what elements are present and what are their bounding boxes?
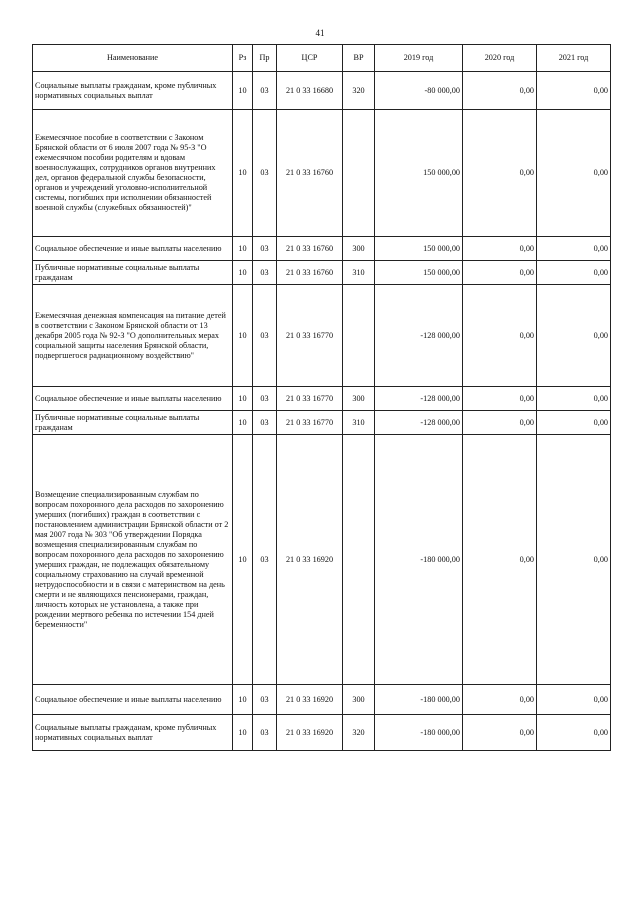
header-rz: Рз — [233, 45, 253, 72]
header-vr: ВР — [343, 45, 375, 72]
row-pr: 03 — [253, 110, 277, 237]
row-vr: 300 — [343, 237, 375, 261]
row-rz: 10 — [233, 261, 253, 285]
row-2020: 0,00 — [463, 261, 537, 285]
row-2021: 0,00 — [537, 237, 611, 261]
table-row — [33, 685, 611, 715]
row-name: Социальное обеспечение и иные выплаты населению — [33, 387, 233, 411]
row-2019: 150 000,00 — [375, 110, 463, 237]
page-number: 41 — [315, 28, 325, 38]
row-rz: 10 — [233, 387, 253, 411]
row-csr: 21 0 33 16770 — [277, 387, 343, 411]
row-2020: 0,00 — [463, 110, 537, 237]
row-2021: 0,00 — [537, 715, 611, 751]
table-row — [33, 435, 611, 685]
row-name: Социальное обеспечение и иные выплаты населению — [33, 237, 233, 261]
row-rz: 10 — [233, 715, 253, 751]
row-csr: 21 0 33 16760 — [277, 237, 343, 261]
header-pr: Пр — [253, 45, 277, 72]
row-2019: 150 000,00 — [375, 237, 463, 261]
table-row — [33, 72, 611, 110]
row-csr: 21 0 33 16770 — [277, 285, 343, 387]
row-rz: 10 — [233, 411, 253, 435]
row-csr: 21 0 33 16760 — [277, 110, 343, 237]
row-2021: 0,00 — [537, 261, 611, 285]
row-name: Социальные выплаты гражданам, кроме публичных нормативных социальных выплат — [33, 715, 233, 751]
row-vr: 320 — [343, 715, 375, 751]
row-pr: 03 — [253, 285, 277, 387]
row-2021: 0,00 — [537, 685, 611, 715]
row-vr: 320 — [343, 72, 375, 110]
header-2021: 2021 год — [537, 45, 611, 72]
row-vr — [343, 435, 375, 685]
row-name: Социальные выплаты гражданам, кроме публичных нормативных социальных выплат — [33, 72, 233, 110]
row-csr: 21 0 33 16770 — [277, 411, 343, 435]
header-row — [33, 45, 611, 72]
budget-table — [32, 44, 611, 751]
row-csr: 21 0 33 16920 — [277, 685, 343, 715]
row-pr: 03 — [253, 237, 277, 261]
row-2019: -128 000,00 — [375, 411, 463, 435]
row-csr: 21 0 33 16760 — [277, 261, 343, 285]
row-2019: 150 000,00 — [375, 261, 463, 285]
row-rz: 10 — [233, 237, 253, 261]
row-name: Социальное обеспечение и иные выплаты населению — [33, 685, 233, 715]
row-vr: 300 — [343, 387, 375, 411]
row-pr: 03 — [253, 715, 277, 751]
row-2021: 0,00 — [537, 285, 611, 387]
row-vr: 310 — [343, 261, 375, 285]
row-rz: 10 — [233, 685, 253, 715]
row-vr: 310 — [343, 411, 375, 435]
row-vr: 300 — [343, 685, 375, 715]
row-pr: 03 — [253, 685, 277, 715]
row-name: Публичные нормативные социальные выплаты гражданам — [33, 261, 233, 285]
row-2020: 0,00 — [463, 285, 537, 387]
table-row — [33, 411, 611, 435]
table-row — [33, 285, 611, 387]
row-csr: 21 0 33 16920 — [277, 435, 343, 685]
row-2019: -180 000,00 — [375, 715, 463, 751]
row-2019: -80 000,00 — [375, 72, 463, 110]
row-2019: -180 000,00 — [375, 685, 463, 715]
row-csr: 21 0 33 16680 — [277, 72, 343, 110]
row-vr — [343, 110, 375, 237]
row-2019: -128 000,00 — [375, 285, 463, 387]
header-csr: ЦСР — [277, 45, 343, 72]
row-pr: 03 — [253, 411, 277, 435]
row-name: Возмещение специализированным службам по вопросам похоронного дела расходов по захоронению умерших (погибших) граждан в соответствии с постановлением администрации Брянской области от 2 мая 2007 года № 303 "Об утверждении Порядка возмещения специализированным службам по вопросам похоронного дела расходов по захоронению умерших граждан, не подлежащих обязательному социальному страхованию на случай временной нетрудоспособности и в связи с материнством на день смерти и не являющихся пенсионерами, граждан, личность которых не установлена, а также при рождении мертвого ребенка по истечении 154 дней беременности" — [33, 435, 233, 685]
row-rz: 10 — [233, 435, 253, 685]
row-csr: 21 0 33 16920 — [277, 715, 343, 751]
row-2020: 0,00 — [463, 685, 537, 715]
row-2020: 0,00 — [463, 237, 537, 261]
row-2019: -180 000,00 — [375, 435, 463, 685]
row-2020: 0,00 — [463, 411, 537, 435]
row-name: Ежемесячное пособие в соответствии с Законом Брянской области от 6 июля 2007 года № 95-З "О ежемесячном пособии родителям и вдовам военнослужащих, сотрудников органов внутренних дел, органов федеральной службы безопасности, органов и учреждений уголовно-исполнительной системы, погибших при исполнении обязанностей военной службы (служебных обязанностей)" — [33, 110, 233, 237]
row-pr: 03 — [253, 261, 277, 285]
row-2020: 0,00 — [463, 715, 537, 751]
table-row — [33, 237, 611, 261]
header-2019: 2019 год — [375, 45, 463, 72]
header-name: Наименование — [33, 45, 233, 72]
row-rz: 10 — [233, 72, 253, 110]
row-2021: 0,00 — [537, 411, 611, 435]
row-2021: 0,00 — [537, 435, 611, 685]
row-name: Ежемесячная денежная компенсация на питание детей в соответствии с Законом Брянской области от 13 декабря 2005 года № 92-З "О дополнительных мерах социальной защиты населения Брянской области, подвергшегося радиационному воздействию" — [33, 285, 233, 387]
row-name: Публичные нормативные социальные выплаты гражданам — [33, 411, 233, 435]
row-vr — [343, 285, 375, 387]
table-row — [33, 715, 611, 751]
row-rz: 10 — [233, 285, 253, 387]
row-rz: 10 — [233, 110, 253, 237]
row-2019: -128 000,00 — [375, 387, 463, 411]
row-2021: 0,00 — [537, 110, 611, 237]
table-row — [33, 110, 611, 237]
row-2020: 0,00 — [463, 387, 537, 411]
table-row — [33, 387, 611, 411]
row-2021: 0,00 — [537, 387, 611, 411]
row-2021: 0,00 — [537, 72, 611, 110]
header-2020: 2020 год — [463, 45, 537, 72]
table-row — [33, 261, 611, 285]
row-pr: 03 — [253, 387, 277, 411]
row-pr: 03 — [253, 72, 277, 110]
row-2020: 0,00 — [463, 72, 537, 110]
row-2020: 0,00 — [463, 435, 537, 685]
row-pr: 03 — [253, 435, 277, 685]
